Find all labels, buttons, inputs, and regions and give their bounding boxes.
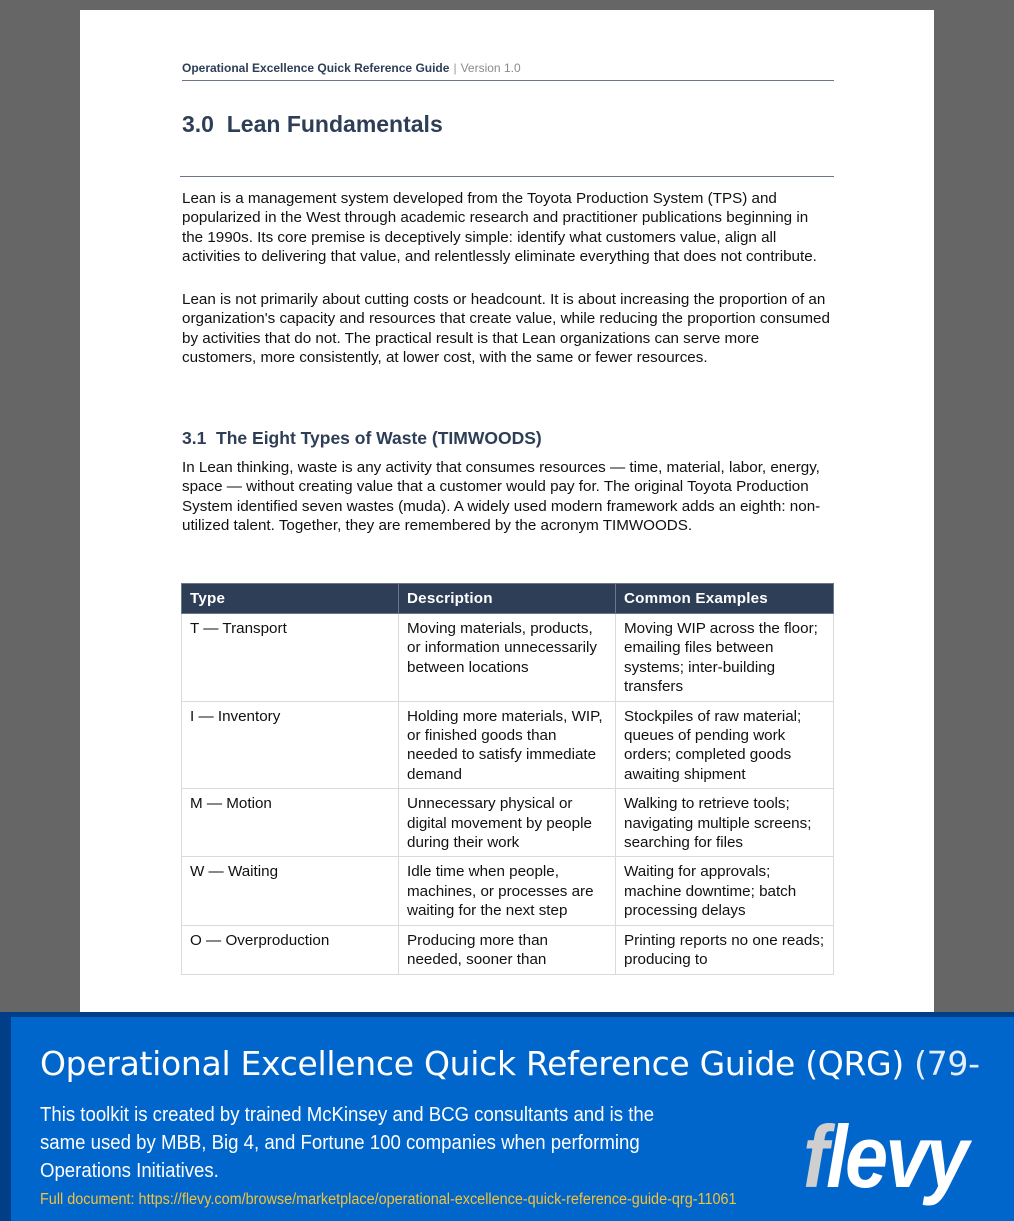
cell-description: Producing more than needed, sooner than <box>399 925 616 974</box>
cell-examples: Walking to retrieve tools; navigating multiple screens; searching for files <box>616 789 834 857</box>
flevy-logo-f: f <box>803 1107 827 1206</box>
banner-title <box>40 1044 980 1083</box>
cell-description: Unnecessary physical or digital movement by people during their work <box>399 789 616 857</box>
table-row <box>182 925 834 974</box>
cell-type: I — Inventory <box>182 701 399 789</box>
table-header-row <box>182 584 834 614</box>
cell-description: Holding more materials, WIP, or finished goods than needed to satisfy immediate demand <box>399 701 616 789</box>
promo-banner-body <box>11 1017 1014 1221</box>
promo-banner <box>0 1012 1014 1221</box>
table-row <box>182 789 834 857</box>
document-page <box>80 10 934 1020</box>
table-row <box>182 614 834 702</box>
column-header-examples: Common Examples <box>616 584 834 614</box>
cell-type: T — Transport <box>182 614 399 702</box>
column-header-type: Type <box>182 584 399 614</box>
banner-title-suffix: (79- <box>914 1044 980 1083</box>
banner-title-text: Operational Excellence Quick Reference Guide (QRG) <box>40 1044 904 1083</box>
flevy-logo[interactable] <box>803 1107 967 1206</box>
running-header-version: Version 1.0 <box>460 61 521 75</box>
cell-examples: Moving WIP across the floor; emailing files between systems; inter-building transfers <box>616 614 834 702</box>
cell-examples: Printing reports no one reads; producing to <box>616 925 834 974</box>
running-header <box>182 61 834 81</box>
column-header-description: Description <box>399 584 616 614</box>
cell-description: Idle time when people, machines, or processes are waiting for the next step <box>399 857 616 925</box>
running-header-separator: | <box>453 61 457 75</box>
full-document-link[interactable]: Full document: https://flevy.com/browse/marketplace/operational-excellence-quick-reference-guide-qrg-11061 <box>40 1191 737 1208</box>
waste-types-table <box>181 583 834 975</box>
section-heading: 3.0 Lean Fundamentals <box>182 111 443 137</box>
cell-type: M — Motion <box>182 789 399 857</box>
table-row <box>182 701 834 789</box>
section-paragraph-2: Lean is not primarily about cutting costs or headcount. It is about increasing the proportion of an organization's capacity and resources that create value, while reducing the proportion consumed by activities that do not. The practical result is that Lean organizations can serve more customers, more consistently, at lower cost, with the same or fewer resources. <box>182 291 830 367</box>
running-header-title: Operational Excellence Quick Reference Guide <box>182 61 450 75</box>
cell-examples: Waiting for approvals; machine downtime; batch processing delays <box>616 857 834 925</box>
cell-type: W — Waiting <box>182 857 399 925</box>
banner-description: This toolkit is created by trained McKinsey and BCG consultants and is the same used by MBB, Big 4, and Fortune 100 companies when performing Operations Initiatives. <box>40 1104 655 1182</box>
cell-type: O — Overproduction <box>182 925 399 974</box>
cell-description: Moving materials, products, or information unnecessarily between locations <box>399 614 616 702</box>
flevy-logo-rest: levy <box>826 1107 967 1206</box>
table-row <box>182 857 834 925</box>
subsection-heading: 3.1 The Eight Types of Waste (TIMWOODS) <box>182 428 542 448</box>
section-paragraph-1: Lean is a management system developed from the Toyota Production System (TPS) and popularized in the West through academic research and practitioner publications beginning in the 1990s. Its core premise is deceptively simple: identify what customers value, align all activities to delivering that value, and relentlessly eliminate everything that does not contribute. <box>182 190 817 266</box>
heading-divider <box>180 176 834 177</box>
subsection-paragraph: In Lean thinking, waste is any activity that consumes resources — time, material, labor, energy, space — without creating value that a customer would pay for. The original Toyota Production System identified seven wastes (muda). A widely used modern framework adds an eighth: non-utilized talent. Together, they are remembered by the acronym TIMWOODS. <box>182 459 821 535</box>
cell-examples: Stockpiles of raw material; queues of pending work orders; completed goods awaiting shipment <box>616 701 834 789</box>
